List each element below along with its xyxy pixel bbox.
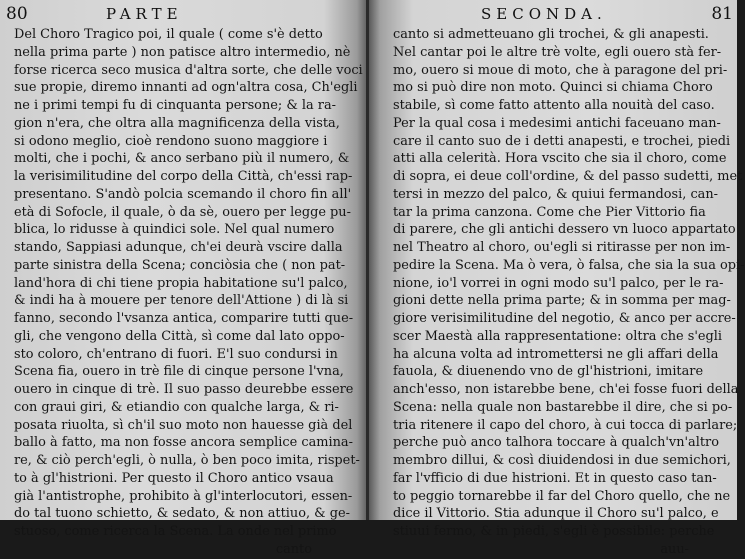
text-line: posata riuolta, sì ch'il suo moto non hauesse già del	[14, 417, 353, 433]
text-line: fanno, secondo l'vsanza antica, comparire tutti que-	[14, 311, 354, 326]
text-line: Del Choro Tragico poi, il quale ( come s'è detto	[14, 27, 323, 42]
left-page	[0, 0, 368, 557]
text-line: anch'esso, non istarebbe bene, ch'ei fosse fuori della	[393, 382, 739, 397]
text-line: ha alcuna volta ad intromettersi ne gli affari della	[393, 346, 719, 362]
text-line: land'hora di chi tiene propia habitatione su'l palco,	[14, 275, 348, 291]
text-line: nella prima parte ) non patisce altro intermedio, nè	[14, 44, 351, 60]
text-line: & indi ha à mouere per tenore dell'Attione ) di là si	[14, 293, 349, 309]
text-line: forse ricerca seco musica d'altra sorte, che delle voci	[14, 62, 363, 78]
text-line: stiuui fermo, & in piedi, s'egli è possibile: perche	[393, 524, 715, 539]
text-line: Nel cantar poi le altre trè volte, egli ouero stà fer-	[393, 44, 722, 60]
text-line: far l'vfficio di due histrioni. Et in questo caso tan-	[393, 470, 717, 486]
text-line: pedire la Scena. Ma ò vera, ò falsa, che sia la sua opi-	[393, 257, 745, 273]
text-line: di parere, che gli antichi dessero vn luoco appartato	[393, 222, 736, 238]
text-line: sue propie, diremo innanti ad ogn'altra cosa, Ch'egli	[14, 80, 358, 96]
text-line: care il canto suo de i detti anapesti, e trochei, piedi	[393, 133, 731, 149]
text-line: parte sinistra della Scena; conciòsia che ( non pat-	[14, 257, 346, 273]
text-line: Scena fia, ouero in trè file di cinque persone l'vna,	[14, 364, 344, 380]
left-page-header	[6, 4, 358, 24]
text-line: si odono meglio, cioè rendono suono maggiore i	[14, 133, 328, 149]
text-line: gli, che vengono della Città, sì come dal lato oppo-	[14, 328, 345, 344]
text-line: scer Maestà alla rappresentatione: oltra che s'egli	[393, 328, 723, 344]
text-line: nione, io'l vorrei in ogni modo su'l palco, per le ra-	[393, 275, 724, 291]
right-page-text	[393, 26, 745, 557]
text-line: stando, Sappiasi adunque, ch'ei deurà vscire dalla	[14, 240, 343, 255]
text-line: Scena: nella quale non bastarebbe il dire, che si po-	[393, 399, 733, 415]
text-line: mo, ouero si moue di moto, che à paragone del pri-	[393, 62, 728, 78]
left-page-number: 80	[6, 4, 28, 24]
text-line: mo si può dire non moto. Quinci si chiama Choro	[393, 80, 713, 96]
text-line: ne i primi tempi fu di cinquanta persone; & la ra-	[14, 98, 336, 113]
text-line: di sopra, ei deue coll'ordine, & del passo sudetti, met	[393, 169, 743, 184]
right-page-number: 81	[711, 4, 733, 24]
text-line: la verisimilitudine del corpo della Città, ch'essi rap-	[14, 169, 353, 184]
text-line: già l'antistrophe, prohibito à gl'interlocutori, essen-	[14, 488, 353, 504]
text-line: ballo à fatto, ma non fosse ancora semplice camina-	[14, 435, 353, 451]
right-page	[369, 0, 745, 557]
text-line: stuoso, come ricerca la Scena. La onde nel primo	[14, 524, 337, 539]
text-line: molti, che i pochi, & anco serbano più il numero, &	[14, 151, 350, 167]
catchword: canto	[275, 541, 312, 557]
left-running-head: PARTE	[106, 5, 183, 23]
right-page-header	[393, 4, 733, 24]
left-page-text	[14, 26, 363, 557]
text-line: dice il Vittorio. Stia adunque il Choro su'l palco, e	[393, 506, 719, 522]
text-line: gion n'era, che oltra alla magnificenza della vista,	[14, 115, 340, 131]
text-line: età di Sofocle, il quale, ò da sè, ouero per legge pu-	[14, 204, 351, 220]
right-running-head: SECONDA.	[481, 5, 607, 23]
text-line: atti alla celerità. Hora vscito che sia il choro, come	[393, 151, 727, 167]
text-line: membro dillui, & così diuidendosi in due semichori,	[393, 453, 731, 468]
text-line: giore verisimilitudine del negotio, & anco per accre-	[393, 311, 736, 326]
text-line: sto coloro, ch'entrano di fuori. E'l suo condursi in	[14, 346, 338, 362]
text-line: Per la qual cosa i medesimi antichi faceuano man-	[393, 115, 721, 131]
text-line: do tal tuono schietto, & sedato, & non attiuo, & ge-	[14, 506, 350, 522]
text-line: to à gl'histrioni. Per questo il Choro antico vsaua	[14, 470, 334, 486]
text-line: perche può anco talhora toccare à qualch'vn'altro	[393, 435, 719, 451]
text-line: fauola, & diuenendo vno de gl'histrioni, imitare	[393, 364, 704, 380]
text-line: re, & ciò perch'egli, ò nulla, ò ben poco imita, rispet-	[14, 453, 360, 468]
text-line: tar la prima canzona. Come che Pier Vittorio fia	[393, 204, 706, 220]
text-line: stabile, sì come fatto attento alla nouità del caso.	[393, 98, 715, 113]
text-line: canto si admetteuano gli trochei, & gli anapesti.	[393, 27, 709, 42]
text-line: tersi in mezzo del palco, & quiui fermandosi, can-	[393, 186, 719, 202]
text-line: nel Theatro al choro, ou'egli si ritirasse per non im-	[393, 240, 731, 255]
text-line: gioni dette nella prima parte; & in somma per mag-	[393, 293, 731, 309]
text-line: tria ritenere il capo del choro, à cui tocca di parlare;	[393, 417, 738, 433]
text-line: ouero in cinque di trè. Il suo passo deurebbe essere	[14, 382, 354, 397]
text-line: blica, lo ridusse à quindici sole. Nel qual numero	[14, 222, 335, 238]
text-line: con graui giri, & etiandio con qualche larga, & ri-	[14, 399, 339, 415]
text-line: presentano. S'andò polcia scemando il choro fin all'	[14, 186, 352, 202]
text-line: to peggio tornarebbe il far del Choro quello, che ne	[393, 488, 731, 504]
catchword: auu-	[660, 541, 689, 557]
